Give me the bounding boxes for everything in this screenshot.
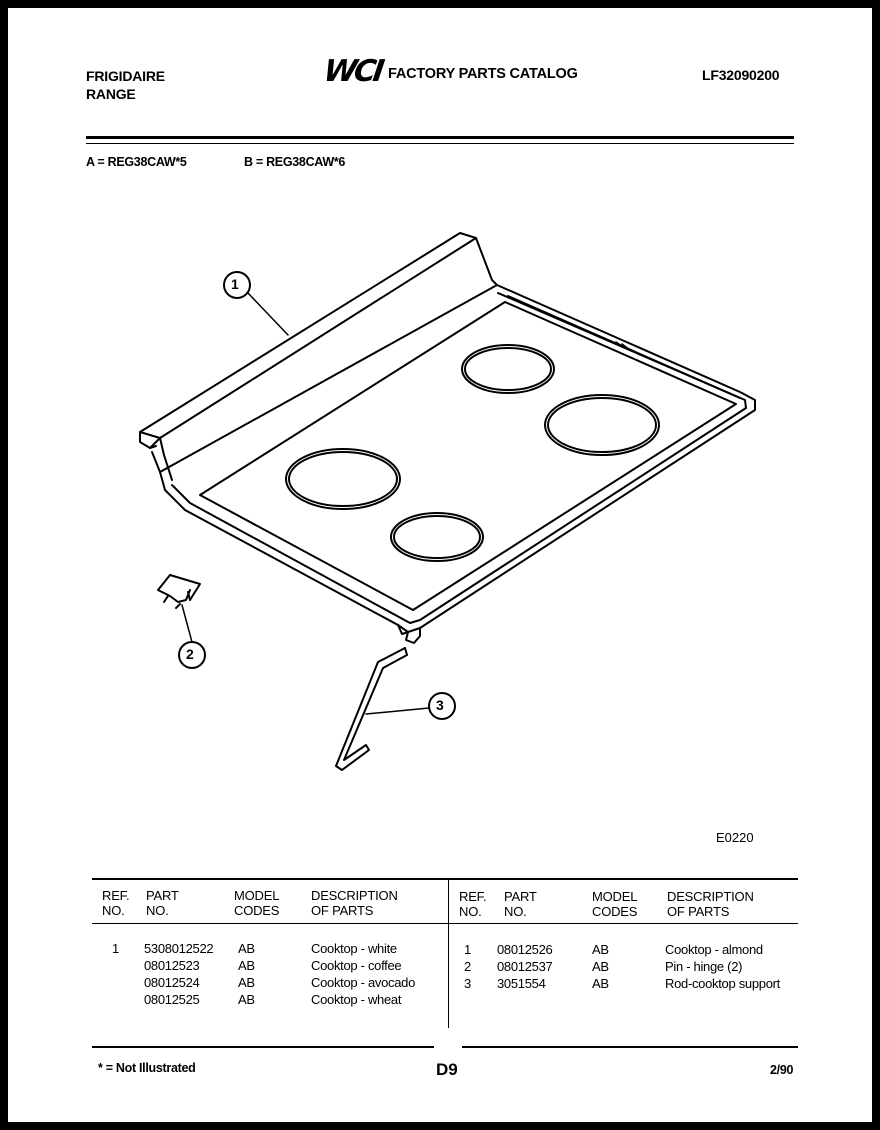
header-part: PART NO.: [146, 888, 179, 918]
not-illustrated-note: * = Not Illustrated: [98, 1061, 196, 1075]
table-cell: AB: [238, 992, 255, 1007]
right-ref-column: [464, 941, 471, 992]
callout-3: 3: [436, 697, 444, 713]
figure-code: E0220: [716, 830, 754, 845]
table-cell: 3: [464, 976, 471, 991]
model-a: A = REG38CAW*5: [86, 155, 187, 169]
left-codes-column: [238, 940, 255, 1008]
table-cell: AB: [592, 976, 609, 991]
header-ref-right: REF. NO.: [459, 889, 487, 919]
table-cell: Cooktop - almond: [665, 942, 763, 957]
table-cell: AB: [238, 975, 255, 990]
callout-1: 1: [231, 276, 239, 292]
right-desc-column: [665, 941, 780, 992]
right-part-column: [497, 941, 552, 992]
table-cell: 1: [112, 941, 119, 956]
table-cell: Cooktop - white: [311, 941, 397, 956]
table-cell: AB: [238, 941, 255, 956]
catalog-number: LF32090200: [702, 67, 780, 83]
table-header-rule: [92, 923, 798, 924]
model-b: B = REG38CAW*6: [244, 155, 346, 169]
header-model-right: MODEL CODES: [592, 889, 638, 919]
header-desc: DESCRIPTION OF PARTS: [311, 888, 398, 918]
header-model: MODEL CODES: [234, 888, 280, 918]
table-cell: 08012526: [497, 942, 553, 957]
table-cell: 2: [464, 959, 471, 974]
print-date: 2/90: [770, 1063, 794, 1077]
table-top-rule: [92, 878, 798, 880]
callout-2: 2: [186, 646, 194, 662]
brand-name: FRIGIDAIRE: [86, 68, 165, 84]
left-desc-column: [311, 940, 415, 1008]
left-part-column: [144, 940, 213, 1008]
header-desc-right: DESCRIPTION OF PARTS: [667, 889, 754, 919]
footer-rule-left: [92, 1046, 434, 1048]
table-cell: 5308012522: [144, 941, 214, 956]
table-divider: [448, 880, 449, 1028]
table-cell: Cooktop - coffee: [311, 958, 402, 973]
wci-logo: WCI: [321, 54, 384, 89]
table-cell: AB: [238, 958, 255, 973]
right-codes-column: [592, 941, 609, 992]
hinge-pin-part: [158, 575, 205, 668]
page-number: D9: [436, 1060, 458, 1079]
table-cell: 3051554: [497, 976, 546, 991]
left-ref-column: [112, 940, 119, 957]
table-cell: AB: [592, 959, 609, 974]
catalog-title: FACTORY PARTS CATALOG: [388, 66, 578, 82]
footer-rule-right: [462, 1046, 798, 1048]
table-cell: 08012537: [497, 959, 553, 974]
product-type: RANGE: [86, 86, 136, 102]
table-cell: Pin - hinge (2): [665, 959, 743, 974]
table-cell: 1: [464, 942, 471, 957]
header-part-right: PART NO.: [504, 889, 537, 919]
header-ref: REF. NO.: [102, 888, 130, 918]
table-cell: 08012523: [144, 958, 200, 973]
table-cell: AB: [592, 942, 609, 957]
table-cell: 08012524: [144, 975, 200, 990]
table-cell: Cooktop - avocado: [311, 975, 416, 990]
table-cell: 08012525: [144, 992, 200, 1007]
table-cell: Cooktop - wheat: [311, 992, 402, 1007]
table-cell: Rod-cooktop support: [665, 976, 780, 991]
